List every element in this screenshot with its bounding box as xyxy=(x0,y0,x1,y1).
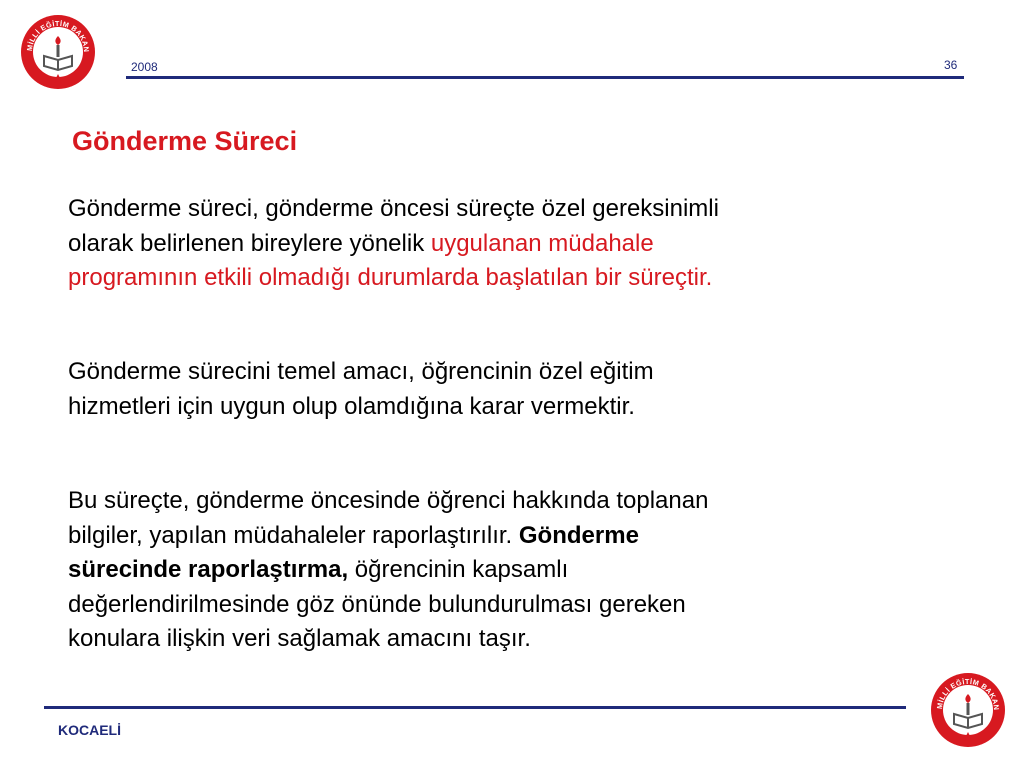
paragraph-1 xyxy=(68,192,928,296)
paragraph-3-line-2 xyxy=(68,519,928,554)
paragraph-1-text: olarak belirlenen bireylere yönelik xyxy=(68,229,431,257)
paragraph-1-highlight: uygulanan müdahale xyxy=(430,229,654,257)
header-divider xyxy=(126,76,964,79)
paragraph-3-line-4: değerlendirilmesinde göz önünde bulundurulması gereken xyxy=(68,590,686,618)
paragraph-3-line-5: konulara ilişkin veri sağlamak amacını taşır. xyxy=(68,625,531,652)
paragraph-3-text-cont: öğrencinin kapsamlı xyxy=(348,556,569,583)
paragraph-3-text: bilgiler, yapılan müdahaleler raporlaştırılır. xyxy=(68,521,519,549)
slide-title: Gönderme Süreci xyxy=(72,126,298,156)
paragraph-3-bold-term: Gönderme xyxy=(518,521,639,549)
paragraph-1-line-3: programının etkili olmadığı durumlarda başlatılan bir süreçtir. xyxy=(68,264,713,291)
meb-logo-icon-bottom xyxy=(928,670,1008,750)
meb-logo-icon xyxy=(18,12,98,92)
paragraph-3-line-3 xyxy=(68,553,928,588)
paragraph-3 xyxy=(68,484,928,657)
paragraph-2-line-2: hizmetleri için uygun olup olamdığına karar vermektir. xyxy=(68,392,635,420)
paragraph-2-line-1: Gönderme sürecini temel amacı, öğrencinin özel eğitim xyxy=(68,358,654,385)
paragraph-3-bold-term-cont: sürecinde raporlaştırma, xyxy=(68,556,349,583)
paragraph-1-line-1: Gönderme süreci, gönderme öncesi süreçte özel gereksinimli xyxy=(68,195,719,222)
svg-text:T.C. MİLLİ EĞİTİM BAKANLIĞI: MİLLİ EĞİTİM BAKAN xyxy=(934,676,1002,711)
page-number: 36 xyxy=(944,58,958,72)
footer-divider xyxy=(44,706,906,709)
paragraph-3-line-1: Bu süreçte, gönderme öncesinde öğrenci hakkında toplanan xyxy=(68,487,709,514)
paragraph-1-line-2 xyxy=(68,227,928,262)
header-year: 2008 xyxy=(131,60,158,74)
svg-text:T.C. MİLLİ EĞİTİM BAKANLIĞI: MİLLİ EĞİTİM BAKAN xyxy=(24,18,92,53)
paragraph-2 xyxy=(68,355,928,424)
footer-label: KOCAELİ xyxy=(58,722,121,738)
